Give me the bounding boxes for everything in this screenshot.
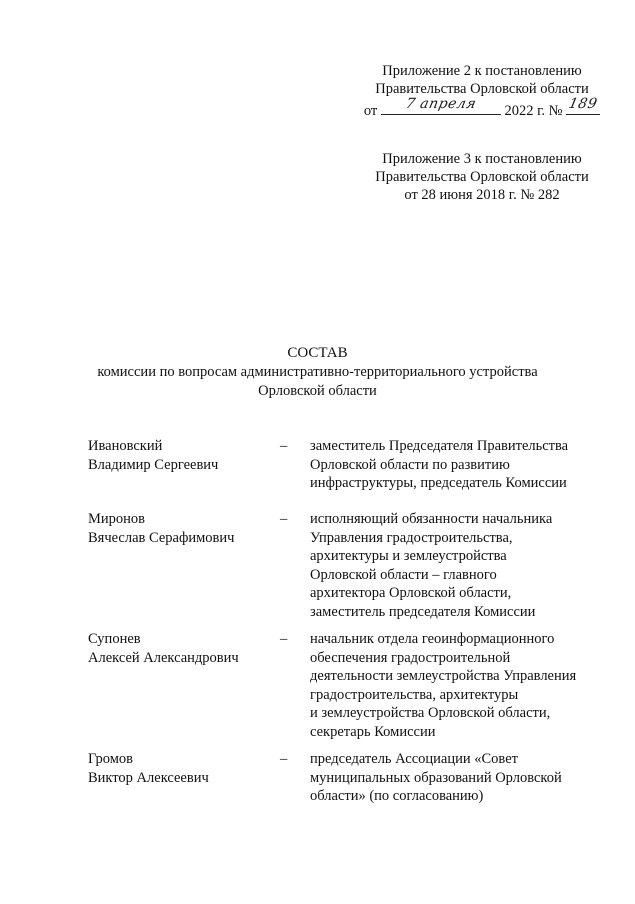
appendix-3-header bbox=[352, 150, 612, 204]
appendix-3-line1: Приложение 3 к постановлению bbox=[382, 151, 582, 167]
member-dash: – bbox=[280, 631, 288, 647]
member-given-names: Алексей Александрович bbox=[88, 649, 239, 666]
appendix-2-header bbox=[352, 62, 612, 120]
member-entry bbox=[88, 750, 590, 806]
handwritten-number-field bbox=[566, 98, 600, 115]
role-line: Орловской области по развитию bbox=[310, 456, 510, 473]
member-dash: – bbox=[280, 438, 288, 454]
member-role bbox=[310, 630, 590, 742]
role-line: секретарь Комиссии bbox=[310, 723, 436, 740]
member-role bbox=[310, 510, 590, 622]
appendix-2-line2: Правительства Орловской области bbox=[375, 81, 589, 97]
appendix-3-line3: от 28 июня 2018 г. № 282 bbox=[404, 187, 560, 203]
role-line: градостроительства, архитектуры bbox=[310, 686, 519, 703]
member-dash: – bbox=[280, 751, 288, 767]
role-line: инфраструктуры, председатель Комиссии bbox=[310, 475, 567, 492]
member-given-names: Владимир Сергеевич bbox=[88, 456, 219, 473]
appendix-2-line1: Приложение 2 к постановлению bbox=[382, 63, 582, 79]
handwritten-number: 189 bbox=[567, 96, 599, 112]
member-entry bbox=[88, 510, 590, 622]
member-surname: Громов bbox=[88, 751, 133, 767]
title-heading: СОСТАВ bbox=[287, 345, 348, 361]
member-entry bbox=[88, 437, 590, 493]
role-line: архитектуры и землеустройства bbox=[310, 548, 507, 565]
appendix-2-date-line bbox=[352, 98, 612, 120]
title-line2: Орловской области bbox=[258, 383, 377, 399]
document-title bbox=[0, 344, 635, 401]
member-given-names: Вячеслав Серафимович bbox=[88, 529, 235, 546]
role-line: деятельности землеустройства Управления bbox=[310, 668, 577, 685]
role-line: председатель Ассоциации «Совет bbox=[310, 751, 518, 767]
handwritten-date-field bbox=[381, 98, 501, 115]
member-name bbox=[88, 437, 278, 493]
role-line: и землеустройства Орловской области, bbox=[310, 705, 551, 722]
role-line: начальник отдела геоинформационного bbox=[310, 631, 555, 647]
member-role bbox=[310, 437, 590, 493]
member-name bbox=[88, 510, 278, 622]
member-role bbox=[310, 750, 590, 806]
role-line: Управления градостроительства, bbox=[310, 529, 513, 546]
member-name bbox=[88, 750, 278, 806]
appendix-3-line2: Правительства Орловской области bbox=[375, 169, 589, 185]
member-surname: Супонев bbox=[88, 631, 141, 647]
role-line: области» (по согласованию) bbox=[310, 788, 484, 805]
date-prefix: от bbox=[363, 103, 378, 119]
handwritten-date: 7 апреля bbox=[404, 96, 478, 112]
member-surname: Ивановский bbox=[88, 438, 163, 454]
member-surname: Миронов bbox=[88, 511, 146, 527]
role-line: архитектора Орловской области, bbox=[310, 585, 512, 602]
role-line: исполняющий обязанности начальника bbox=[310, 511, 553, 527]
role-line: Орловской области – главного bbox=[310, 566, 497, 583]
role-line: муниципальных образований Орловской bbox=[310, 769, 562, 786]
role-line: заместитель председателя Комиссии bbox=[310, 603, 536, 620]
member-given-names: Виктор Алексеевич bbox=[88, 769, 209, 786]
member-dash: – bbox=[280, 511, 288, 527]
member-entry bbox=[88, 630, 590, 742]
member-name bbox=[88, 630, 278, 742]
role-line: обеспечения градостроительной bbox=[310, 649, 511, 666]
role-line: заместитель Председателя Правительства bbox=[310, 438, 569, 454]
title-line1: комиссии по вопросам административно-территориального устройства bbox=[97, 364, 538, 380]
year-number-label: 2022 г. № bbox=[504, 103, 563, 119]
